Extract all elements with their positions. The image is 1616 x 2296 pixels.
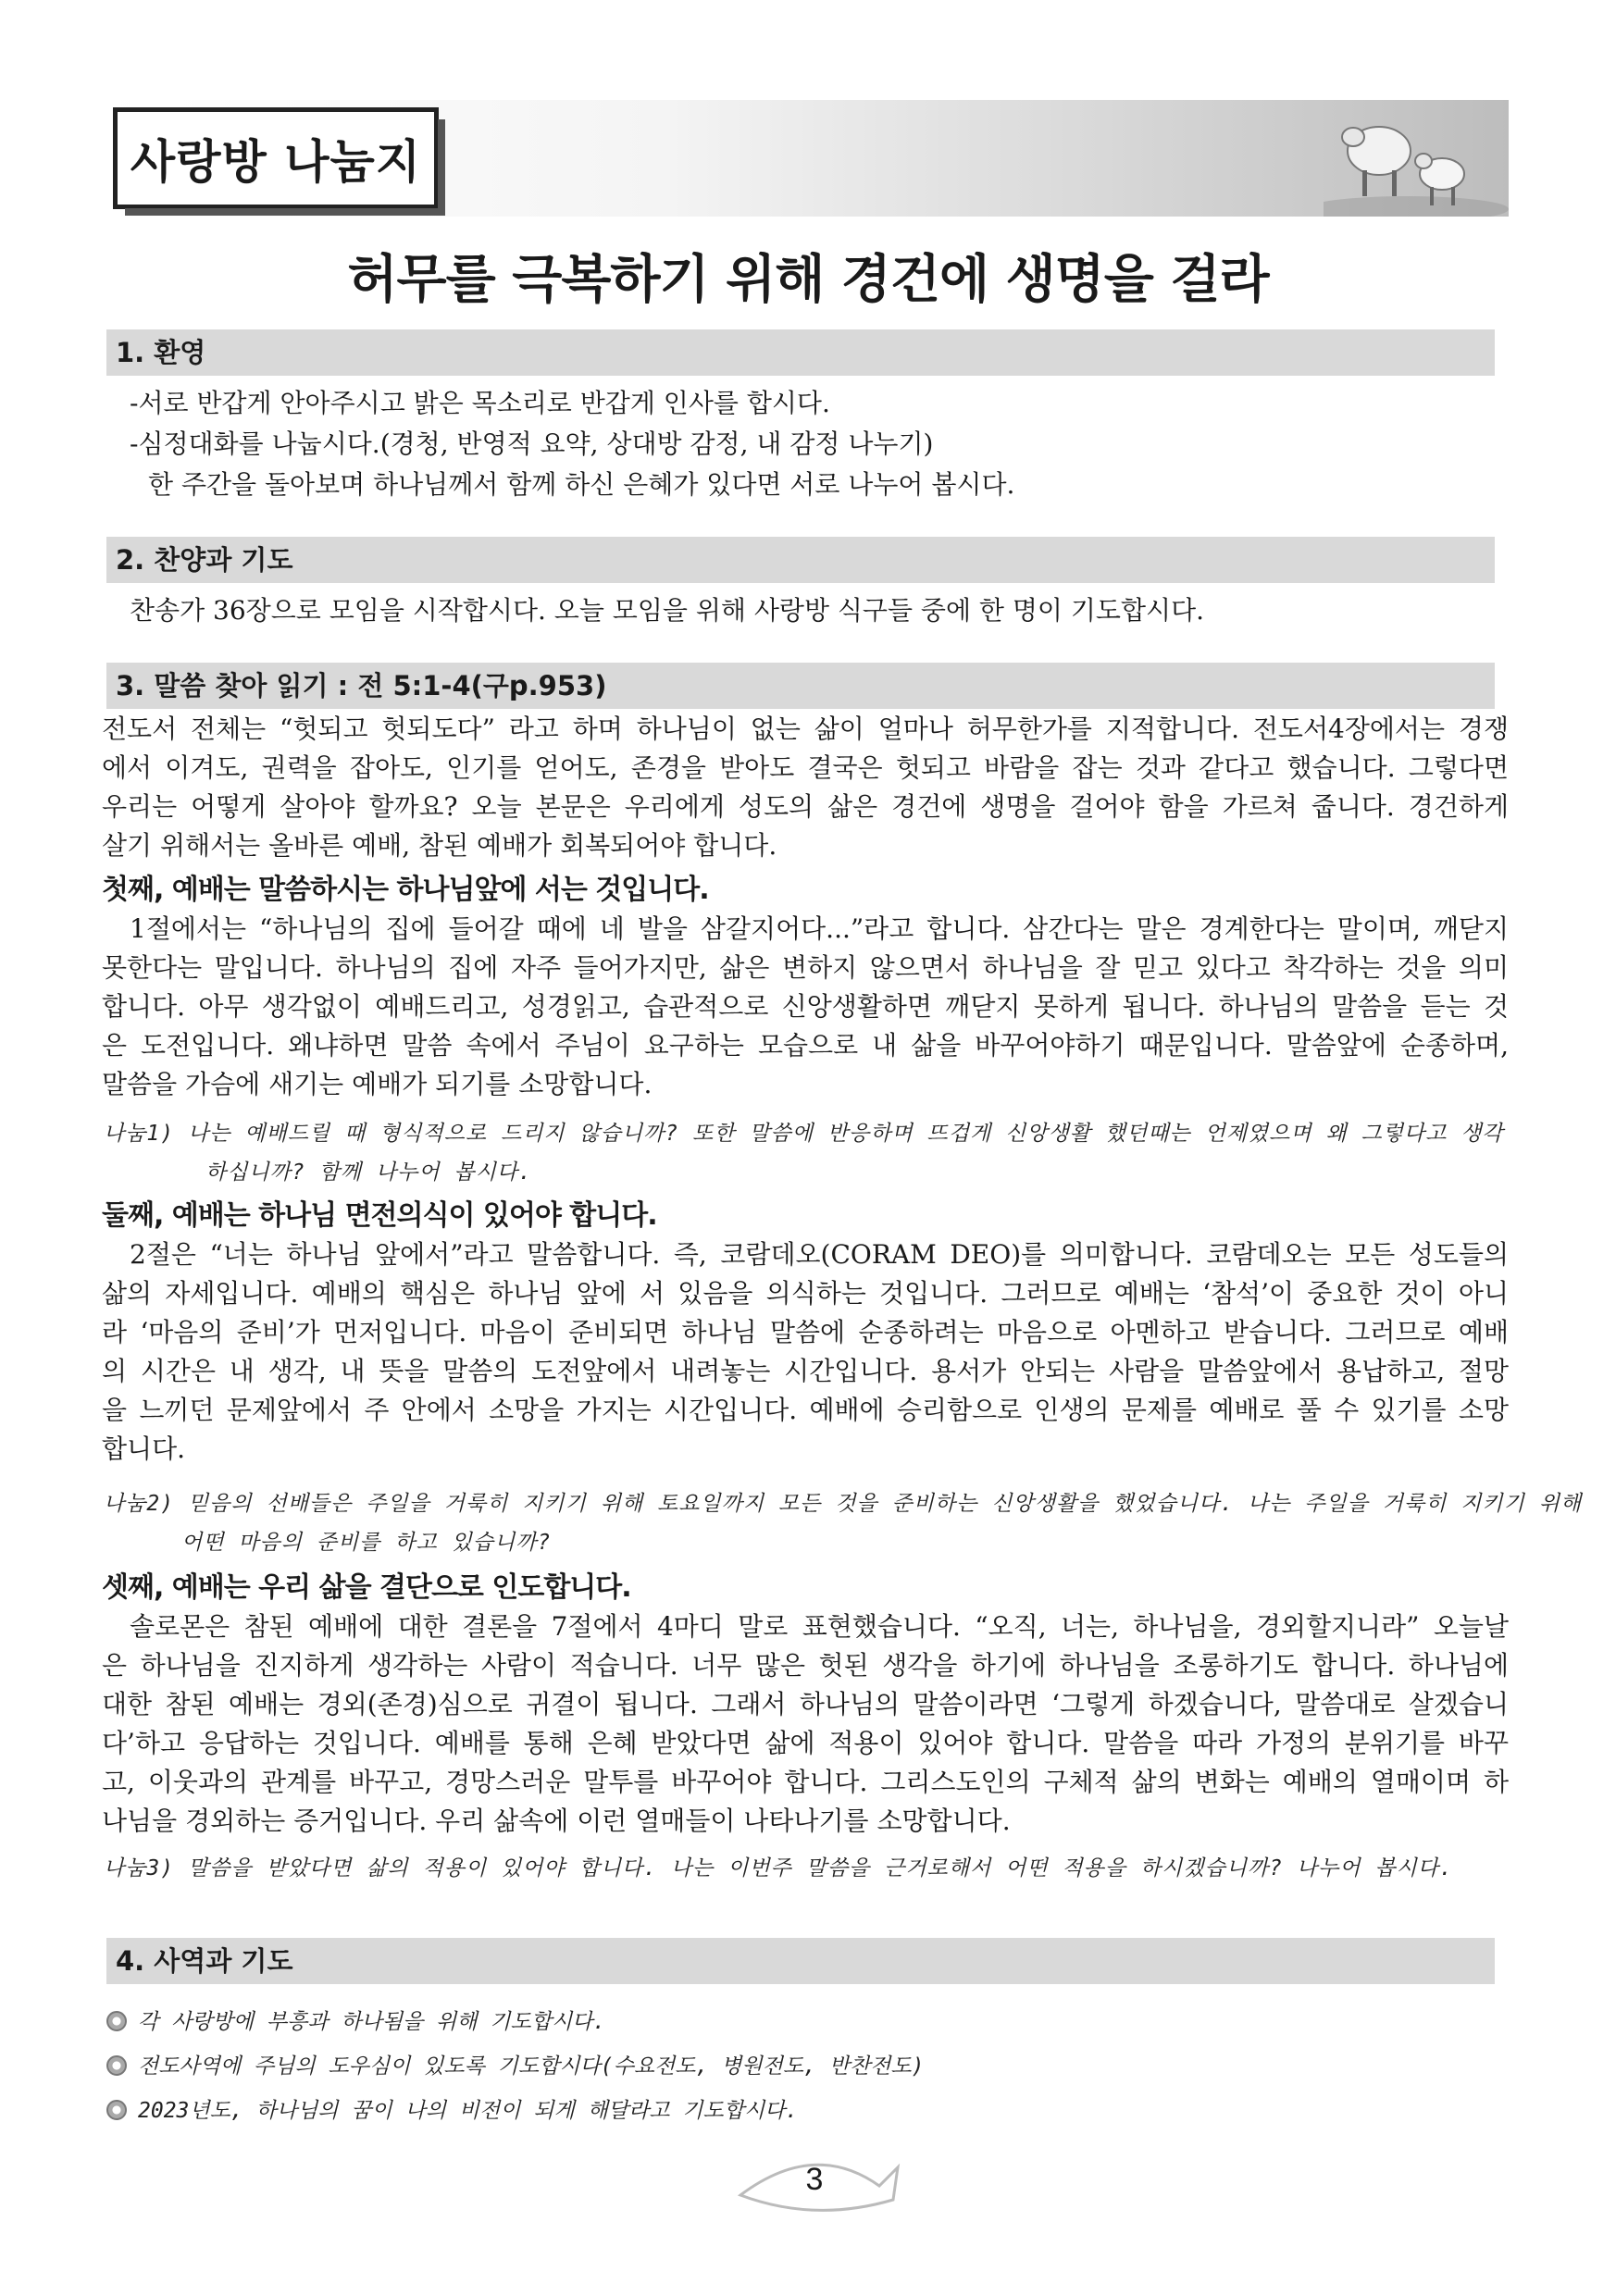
prayer-item: 전도사역에 주님의 도우심이 있도록 기도합시다(수요전도, 병원전도, 반찬전도) <box>106 2049 924 2079</box>
share-question-3: 나눔3) 말씀을 받았다면 삶의 적용이 있어야 합니다. 나는 이번주 말씀을 근거로해서 어떤 적용을 하시겠습니까? 나누어 봅시다. <box>104 1856 1453 1880</box>
prayer-item: 2023년도, 하나님의 꿈이 나의 비전이 되게 해달라고 기도합시다. <box>106 2093 798 2124</box>
point-3-line: 은 하나님을 진지하게 생각하는 사람이 적습니다. 너무 많은 헛된 생각을 하기에 하나님을 조롱하기도 합니다. 하나님에 <box>102 1650 1509 1681</box>
point-2-line: 2절은 “너는 하나님 앞에서”라고 말씀합니다. 즉, 코람데오(CORAM DEO)를 의미합니다. 코람데오는 모든 성도들의 <box>130 1239 1509 1270</box>
section-heading-scripture: 3. 말씀 찾아 읽기 : 전 5:1-4(구p.953) <box>106 663 1495 709</box>
bullet-icon <box>106 2011 127 2031</box>
point-1-line: 합니다. 아무 생각없이 예배드리고, 성경읽고, 습관적으로 신앙생활하면 깨닫지 못하게 됩니다. 하나님의 말씀을 듣는 것 <box>102 991 1509 1022</box>
point-3-line: 고, 이웃과의 관계를 바꾸고, 경망스러운 말투를 바꾸어야 합니다. 그리스도인의 구체적 삶의 변화는 예배의 열매이며 하 <box>102 1767 1509 1797</box>
sheep-photo <box>1324 100 1509 217</box>
section-heading-praise: 2. 찬양과 기도 <box>106 537 1495 583</box>
welcome-line: 한 주간을 돌아보며 하나님께서 함께 하신 은혜가 있다면 서로 나누어 봅시다. <box>148 469 1015 500</box>
point-3-line: 솔로몬은 참된 예배에 대한 결론을 7절에서 4마디 말로 표현했습니다. “오직, 너는, 하나님을, 경외할지니라” 오늘날 <box>130 1611 1509 1642</box>
point-1-heading: 첫째, 예배는 말씀하시는 하나님앞에 서는 것입니다. <box>102 874 709 906</box>
section-heading-ministry: 4. 사역과 기도 <box>106 1938 1495 1984</box>
point-2-line: 라 ‘마음의 준비’가 먼저입니다. 마음이 준비되면 하나님 말씀에 순종하려는 마음으로 아멘하고 받습니다. 그러므로 예배 <box>102 1317 1509 1347</box>
point-1-line: 못한다는 말입니다. 하나님의 집에 자주 들어가지만, 삶은 변하지 않으면서 하나님을 잘 믿고 있다고 착각하는 것을 의미 <box>102 952 1509 983</box>
praise-line: 찬송가 36장으로 모임을 시작합시다. 오늘 모임을 위해 사랑방 식구들 중에 한 명이 기도합시다. <box>130 595 1205 626</box>
bullet-icon <box>106 2055 127 2076</box>
banner-title: 사랑방 나눔지 <box>113 107 439 209</box>
welcome-line: -서로 반갑게 안아주시고 밝은 목소리로 반갑게 인사를 합시다. <box>130 388 830 418</box>
intro-line: 우리는 어떻게 살아야 할까요? 오늘 본문은 우리에게 성도의 삶은 경건에 생명을 걸어야 함을 가르쳐 줍니다. 경건하게 <box>102 791 1509 822</box>
share-question-2: 어떤 마음의 준비를 하고 있습니까? <box>181 1531 552 1555</box>
point-2-line: 의 시간은 내 생각, 내 뜻을 말씀의 도전앞에서 내려놓는 시간입니다. 용서가 안되는 사람을 말씀앞에서 용납하고, 절망 <box>102 1356 1509 1386</box>
point-2-line: 합니다. <box>102 1433 186 1464</box>
point-2-line: 을 느끼던 문제앞에서 주 안에서 소망을 가지는 시간입니다. 예배에 승리함으로 인생의 문제를 예배로 풀 수 있기를 소망 <box>102 1395 1509 1425</box>
intro-line: 살기 위해서는 올바른 예배, 참된 예배가 회복되어야 합니다. <box>102 830 777 861</box>
bullet-icon <box>106 2100 127 2120</box>
intro-line: 전도서 전체는 “헛되고 헛되도다” 라고 하며 하나님이 없는 삶이 얼마나 허무한가를 지적합니다. 전도서4장에서는 경쟁 <box>102 714 1509 744</box>
intro-line: 에서 이겨도, 권력을 잡아도, 인기를 얻어도, 존경을 받아도 결국은 헛되고 바람을 잡는 것과 같다고 했습니다. 그렇다면 <box>102 752 1509 783</box>
section-heading-welcome: 1. 환영 <box>106 329 1495 376</box>
point-2-line: 삶의 자세입니다. 예배의 핵심은 하나님 앞에 서 있음을 의식하는 것입니다. 그러므로 예배는 ‘참석’이 중요한 것이 아니 <box>102 1278 1509 1309</box>
point-3-line: 나님을 경외하는 증거입니다. 우리 삶속에 이런 열매들이 나타나기를 소망합니다. <box>102 1806 1011 1836</box>
point-1-line: 말씀을 가슴에 새기는 예배가 되기를 소망합니다. <box>102 1069 653 1099</box>
prayer-item: 각 사랑방에 부흥과 하나됨을 위해 기도합시다. <box>106 2004 605 2035</box>
point-3-line: 다’하고 응답하는 것입니다. 예배를 통해 은혜 받았다면 삶에 적용이 있어야 합니다. 말씀을 따라 가정의 분위기를 바꾸 <box>102 1728 1509 1758</box>
welcome-line: -심정대화를 나눕시다.(경청, 반영적 요약, 상대방 감정, 내 감정 나누기) <box>130 428 934 459</box>
page-title: 허무를 극복하기 위해 경건에 생명을 걸라 <box>347 250 1269 310</box>
point-3-line: 대한 참된 예배는 경외(존경)심으로 귀결이 됩니다. 그래서 하나님의 말씀이라면 ‘그렇게 하겠습니다, 말씀대로 살겠습니 <box>102 1689 1509 1719</box>
share-question-1: 하십니까? 함께 나누어 봅시다. <box>205 1160 532 1185</box>
share-question-2: 나눔2) 믿음의 선배들은 주일을 거룩히 지키기 위해 토요일까지 모든 것을 준비하는 신앙생활을 했었습니다. 나는 주일을 거룩히 지키기 위해 <box>104 1492 1583 1516</box>
point-2-heading: 둘째, 예배는 하나님 면전의식이 있어야 합니다. <box>102 1199 657 1232</box>
share-question-1: 나눔1) 나는 예배드릴 때 형식적으로 드리지 않습니까? 또한 말씀에 반응하며 뜨겁게 신앙생활 했던때는 언제였으며 왜 그렇다고 생각 <box>104 1122 1504 1146</box>
page-number: 3 <box>805 2162 824 2197</box>
point-3-heading: 셋째, 예배는 우리 삶을 결단으로 인도합니다. <box>102 1571 631 1604</box>
point-1-line: 1절에서는 “하나님의 집에 들어갈 때에 네 발을 삼갈지어다...”라고 합니다. 삼간다는 말은 경계한다는 말이며, 깨닫지 <box>130 913 1509 944</box>
point-1-line: 은 도전입니다. 왜냐하면 말씀 속에서 주님이 요구하는 모습으로 내 삶을 바꾸어야하기 때문입니다. 말씀앞에 순종하며, <box>102 1030 1509 1061</box>
